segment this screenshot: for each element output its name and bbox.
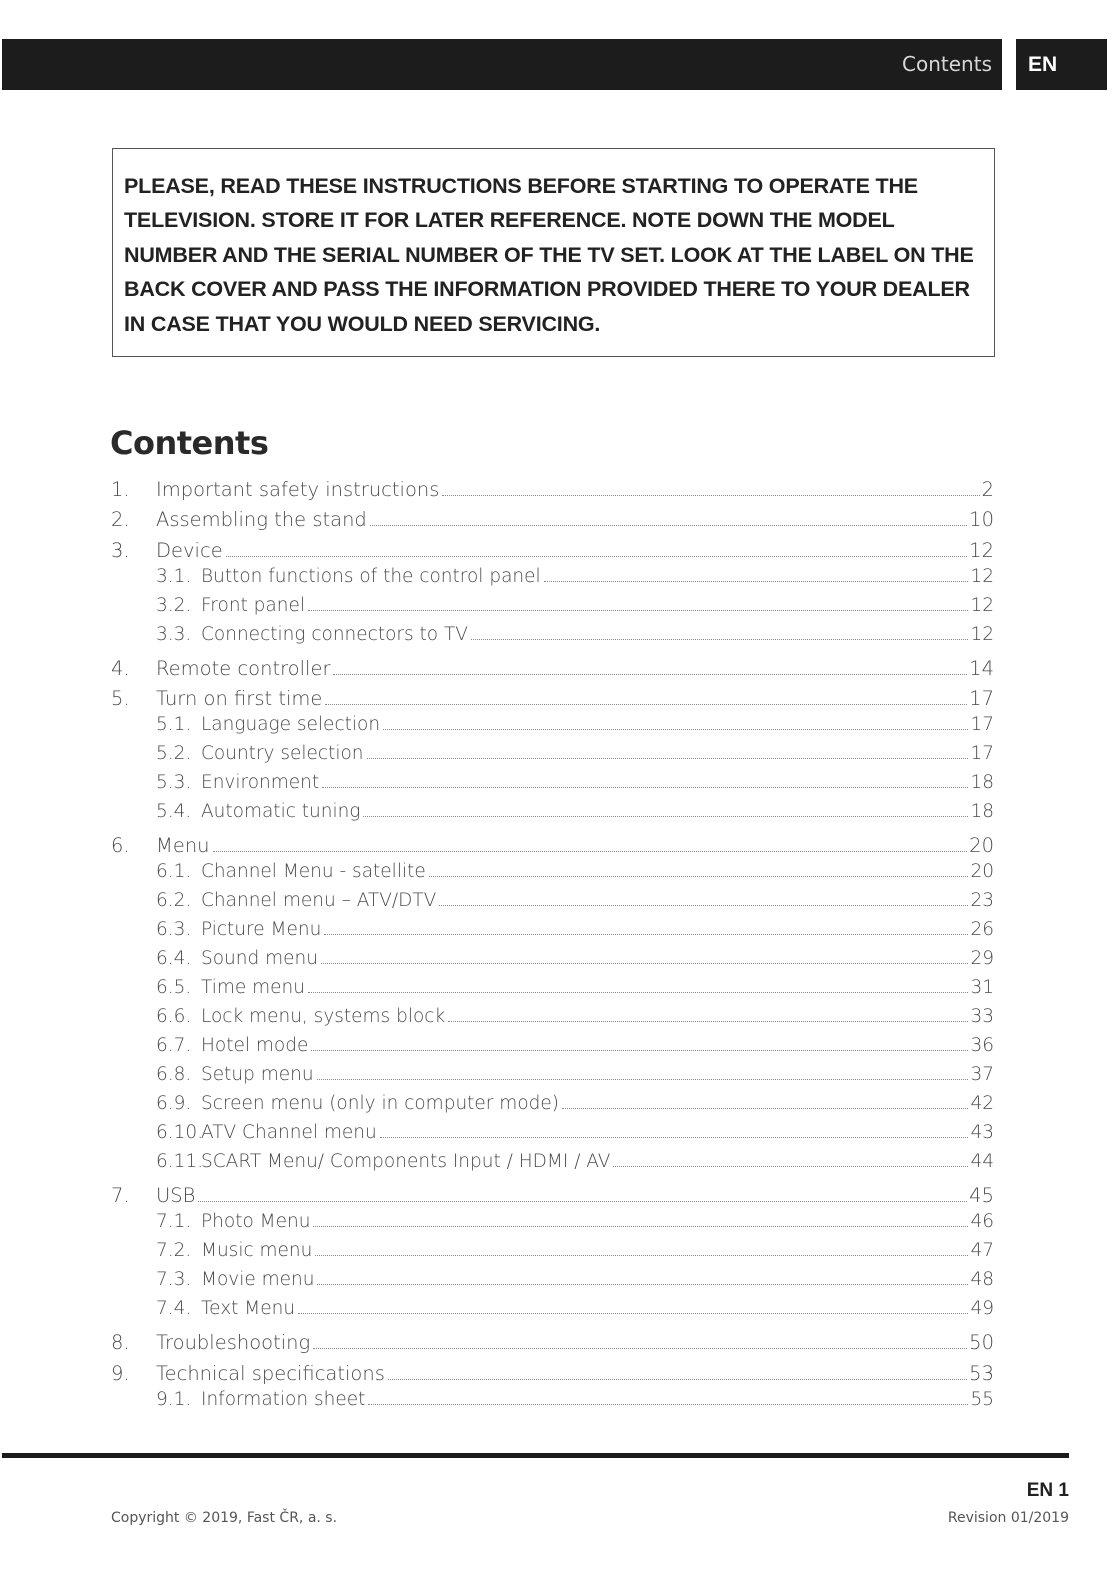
toc-entry-page: 17: [970, 743, 994, 764]
toc-entry-title: Troubleshooting: [156, 1331, 311, 1354]
toc-entry-page: 43: [970, 1122, 994, 1143]
toc-entry-title: USB: [156, 1184, 196, 1207]
toc-entry[interactable]: 3. Device 12: [111, 537, 994, 565]
toc-subentry[interactable]: 7.4. Text Menu 49: [156, 1295, 994, 1323]
toc-subentry[interactable]: 3.3. Connecting connectors to TV 12: [156, 621, 994, 649]
toc-entry-title: ATV Channel menu: [201, 1122, 377, 1143]
toc-subentry[interactable]: 6.3. Picture Menu 26: [156, 916, 994, 944]
toc-entry-title: Time menu: [201, 977, 306, 998]
toc-entry-page: 45: [969, 1184, 994, 1207]
toc-subentry[interactable]: 6.4. Sound menu 29: [156, 945, 994, 973]
toc-subentry[interactable]: 7.1. Photo Menu 46: [156, 1208, 994, 1236]
toc-entry-page: 14: [969, 657, 994, 680]
toc-leader-dots: [562, 1108, 968, 1109]
toc-leader-dots: [471, 639, 969, 640]
toc-leader-dots: [298, 1313, 968, 1314]
toc-entry-page: 36: [970, 1035, 994, 1056]
toc-leader-dots: [363, 816, 968, 817]
toc-subentry[interactable]: 5.3. Environment 18: [156, 769, 994, 797]
toc-entry-page: 23: [970, 890, 994, 911]
toc-entry-title: Movie menu: [201, 1269, 315, 1290]
toc-subentry[interactable]: 6.5. Time menu 31: [156, 974, 994, 1002]
instruction-notice-text: PLEASE, READ THESE INSTRUCTIONS BEFORE STARTING TO OPERATE THE TELEVISION. STORE IT FOR LATER REFERENCE. NOTE DOWN THE MODEL NUMBER AND THE SERIAL NUMBER OF THE TV SET. LOOK AT THE LABEL ON THE BACK COVER AND PASS THE INFORMATION PROVIDED THERE TO YOUR DEALER IN CASE THAT YOU WOULD NEED SERVICING.: [124, 174, 974, 336]
toc-entry-title: Sound menu: [201, 948, 318, 969]
toc-leader-dots: [613, 1166, 968, 1167]
toc-leader-dots: [311, 1050, 968, 1051]
toc-subentry[interactable]: 6.7. Hotel mode 36: [156, 1032, 994, 1060]
toc-entry-title: Picture Menu: [201, 919, 322, 940]
toc-subentry[interactable]: 5.2. Country selection 17: [156, 740, 994, 768]
toc-entry-title: Connecting connectors to TV: [201, 624, 468, 645]
toc-entry[interactable]: 2. Assembling the stand 10: [111, 506, 994, 534]
toc-leader-dots: [388, 1379, 967, 1380]
toc-entry-title: Menu: [156, 834, 210, 857]
toc-entry-page: 12: [970, 595, 994, 616]
toc-leader-dots: [317, 1284, 968, 1285]
toc-subentry[interactable]: 6.6. Lock menu, systems block 33: [156, 1003, 994, 1031]
footer-rule: [2, 1453, 1069, 1458]
toc-leader-dots: [429, 876, 969, 877]
toc-entry-title: Turn on first time: [156, 687, 323, 710]
language-badge: EN: [1016, 39, 1107, 90]
toc-entry-page: 44: [970, 1151, 994, 1172]
toc-entry-title: Hotel mode: [201, 1035, 309, 1056]
toc-entry-page: 20: [969, 834, 994, 857]
toc-leader-dots: [324, 934, 968, 935]
toc-subentry[interactable]: 6.2. Channel menu – ATV/DTV 23: [156, 887, 994, 915]
toc-leader-dots: [439, 905, 968, 906]
toc-entry-title: Technical specifications: [156, 1362, 385, 1385]
toc-entry-page: 50: [969, 1331, 994, 1354]
toc-entry-page: 55: [970, 1389, 994, 1410]
toc-entry-page: 12: [970, 566, 994, 587]
contents-heading: Contents: [110, 424, 269, 462]
toc-leader-dots: [313, 1348, 967, 1349]
toc-leader-dots: [315, 1255, 968, 1256]
toc-entry-page: 53: [969, 1362, 994, 1385]
toc-entry-title: Device: [156, 539, 223, 562]
toc-entry-page: 2: [981, 478, 994, 501]
toc-leader-dots: [367, 758, 969, 759]
toc-entry-page: 20: [970, 861, 994, 882]
toc-leader-dots: [226, 556, 967, 557]
toc-subentry[interactable]: 9.1. Information sheet 55: [156, 1386, 994, 1414]
toc-entry-page: 46: [970, 1211, 994, 1232]
toc-leader-dots: [442, 495, 979, 496]
toc-leader-dots: [317, 1079, 969, 1080]
toc-entry-title: Language selection: [201, 714, 381, 735]
toc-entry[interactable]: 8. Troubleshooting 50: [111, 1329, 994, 1357]
toc-subentry[interactable]: 3.2. Front panel 12: [156, 592, 994, 620]
copyright-text: Copyright © 2019, Fast ČR, a. s.: [111, 1510, 338, 1526]
toc-entry-title: Environment: [201, 772, 320, 793]
toc-entry-title: Text Menu: [201, 1298, 296, 1319]
toc-entry[interactable]: 7. USB 45: [111, 1182, 994, 1210]
instruction-notice-box: [112, 148, 995, 357]
header-title: Contents: [902, 52, 992, 76]
toc-entry-page: 37: [970, 1064, 994, 1085]
toc-subentry[interactable]: 5.4. Automatic tuning 18: [156, 798, 994, 826]
toc-leader-dots: [333, 674, 967, 675]
toc-entry-page: 48: [970, 1269, 994, 1290]
toc-entry-page: 26: [970, 919, 994, 940]
revision-text: Revision 01/2019: [947, 1510, 1069, 1526]
toc-entry-title: Photo Menu: [201, 1211, 311, 1232]
toc-leader-dots: [198, 1201, 967, 1202]
toc-subentry[interactable]: 6.1. Channel Menu - satellite 20: [156, 858, 994, 886]
toc-leader-dots: [380, 1137, 969, 1138]
toc-entry-page: 47: [970, 1240, 994, 1261]
toc-entry-title: SCART Menu/ Components Input / HDMI / AV: [201, 1151, 611, 1172]
toc-entry-page: 10: [969, 508, 994, 531]
toc-entry-title: Button functions of the control panel: [201, 566, 541, 587]
toc-entry-title: Music menu: [201, 1240, 313, 1261]
toc-leader-dots: [544, 581, 969, 582]
toc-entry-page: 18: [970, 801, 994, 822]
toc-subentry[interactable]: 6.11. SCART Menu/ Components Input / HDMI / AV 44: [156, 1148, 994, 1176]
toc-leader-dots: [313, 1226, 968, 1227]
toc-entry[interactable]: 5. Turn on first time 17: [111, 685, 994, 713]
toc-entry-title: Front panel: [201, 595, 305, 616]
toc-entry[interactable]: 4. Remote controller 14: [111, 655, 994, 683]
toc-entry-page: 17: [970, 714, 994, 735]
toc-subentry[interactable]: 3.1. Button functions of the control panel 12: [156, 563, 994, 591]
toc-entry-title: Information sheet: [201, 1389, 366, 1410]
toc-leader-dots: [308, 610, 968, 611]
toc-entry-title: Channel menu – ATV/DTV: [201, 890, 437, 911]
toc-entry-page: 18: [970, 772, 994, 793]
toc-leader-dots: [383, 729, 968, 730]
toc-entry-title: Important safety instructions: [156, 478, 440, 501]
toc-leader-dots: [368, 1404, 968, 1405]
header-bar: [2, 39, 1002, 90]
toc-leader-dots: [213, 851, 968, 852]
toc-subentry[interactable]: 7.3. Movie menu 48: [156, 1266, 994, 1294]
page-number-label: EN 1: [1026, 1480, 1069, 1501]
toc-entry-title: Channel Menu - satellite: [201, 861, 426, 882]
toc-entry-page: 29: [970, 948, 994, 969]
toc-subentry[interactable]: 6.10. ATV Channel menu 43: [156, 1119, 994, 1147]
toc-entry-title: Screen menu (only in computer mode): [201, 1093, 559, 1114]
toc-entry-title: Remote controller: [156, 657, 331, 680]
toc-entry-page: 17: [969, 687, 994, 710]
toc-leader-dots: [370, 525, 967, 526]
toc-leader-dots: [308, 992, 968, 993]
toc-entry-title: Lock menu, systems block: [201, 1006, 446, 1027]
toc-subentry[interactable]: 6.8. Setup menu 37: [156, 1061, 994, 1089]
toc-entry-page: 49: [970, 1298, 994, 1319]
toc-entry[interactable]: 1. Important safety instructions 2: [111, 476, 994, 504]
toc-entry-page: 12: [970, 624, 994, 645]
toc-entry-title: Automatic tuning: [201, 801, 361, 822]
toc-entry-page: 31: [970, 977, 994, 998]
toc-entry[interactable]: 9. Technical specifications 53: [111, 1360, 994, 1388]
toc-entry-title: Setup menu: [201, 1064, 314, 1085]
toc-entry[interactable]: 6. Menu 20: [111, 832, 994, 860]
toc-leader-dots: [448, 1021, 968, 1022]
toc-subentry[interactable]: 6.9. Screen menu (only in computer mode) 42: [156, 1090, 994, 1118]
toc-entry-title: Assembling the stand: [156, 508, 367, 531]
toc-subentry[interactable]: 5.1. Language selection 17: [156, 711, 994, 739]
toc-leader-dots: [325, 704, 967, 705]
toc-subentry[interactable]: 7.2. Music menu 47: [156, 1237, 994, 1265]
toc-leader-dots: [321, 963, 968, 964]
toc-entry-page: 42: [970, 1093, 994, 1114]
toc-leader-dots: [322, 787, 968, 788]
toc-entry-page: 12: [969, 539, 994, 562]
toc-entry-page: 33: [970, 1006, 994, 1027]
toc-entry-title: Country selection: [201, 743, 364, 764]
